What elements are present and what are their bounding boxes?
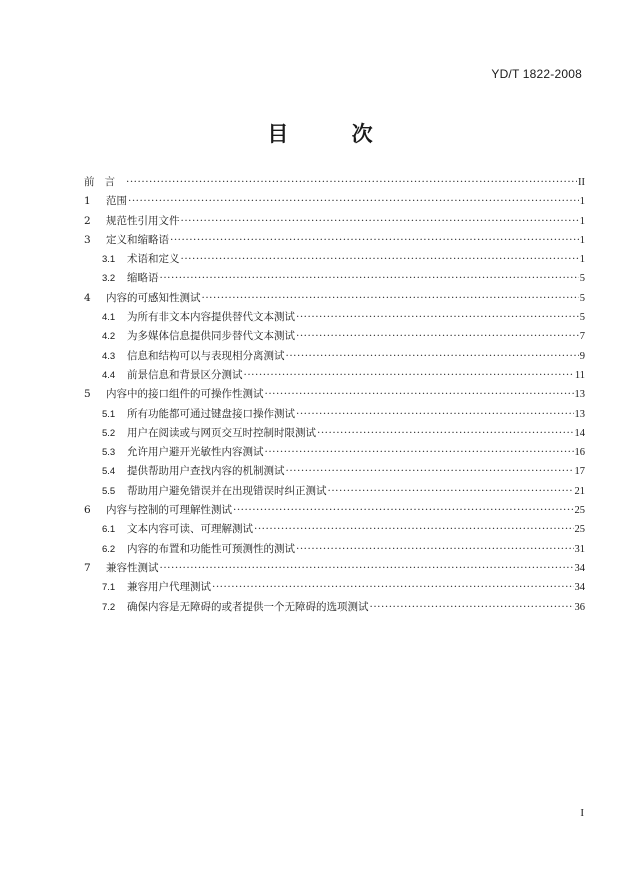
toc-entry-page: 25 xyxy=(574,505,585,517)
toc-entry[interactable] xyxy=(84,173,585,192)
toc-entry-number: 6.2 xyxy=(102,543,116,555)
toc-entry-page: 31 xyxy=(574,543,585,555)
toc-entry-title: 用户在阅读或与网页交互时控制时限测试 xyxy=(127,426,316,439)
toc-leader-dots xyxy=(202,289,579,308)
toc-entry-page: 17 xyxy=(574,466,585,478)
toc-entry-number: 6 xyxy=(84,504,91,517)
toc-entry-page: 5 xyxy=(579,273,585,285)
toc-leader-dots xyxy=(286,462,574,481)
toc-entry-title: 内容中的接口组件的可操作性测试 xyxy=(106,388,264,401)
toc-entry-page: 1 xyxy=(579,254,585,266)
toc-entry-title: 内容与控制的可理解性测试 xyxy=(106,504,232,517)
toc-entry-number: 7.2 xyxy=(102,601,116,613)
toc-entry-title: 规范性引用文件 xyxy=(106,214,180,227)
toc-entry[interactable] xyxy=(84,482,585,501)
toc-entry[interactable] xyxy=(84,231,585,250)
toc-leader-dots xyxy=(370,598,574,617)
toc-entry-number: 7 xyxy=(84,561,91,574)
toc-leader-dots xyxy=(296,540,574,559)
toc-entry-title: 帮助用户避免错误并在出现错误时纠正测试 xyxy=(127,484,327,497)
toc-leader-dots xyxy=(160,559,574,578)
toc-entry-title: 文本内容可读、可理解测试 xyxy=(127,523,253,536)
toc-entry-page: 34 xyxy=(574,562,585,574)
toc-entry-title: 缩略语 xyxy=(127,272,159,285)
toc-entry-number: 5.3 xyxy=(102,447,116,459)
toc-entry-page: 25 xyxy=(574,524,585,536)
toc-entry-number: 5.5 xyxy=(102,485,116,497)
toc-entry[interactable] xyxy=(84,250,585,269)
toc-entry[interactable] xyxy=(84,540,585,559)
toc-leader-dots xyxy=(181,250,579,269)
toc-entry-number: 5.2 xyxy=(102,427,116,439)
toc-entry-title: 术语和定义 xyxy=(127,253,180,266)
toc-entry-page: 5 xyxy=(579,312,585,324)
toc-entry-page: 1 xyxy=(579,215,585,227)
toc-leader-dots xyxy=(328,482,574,501)
toc-entry-title: 兼容性测试 xyxy=(106,561,159,574)
toc-entry[interactable] xyxy=(84,598,585,617)
toc-entry-page: 9 xyxy=(579,350,585,362)
toc-entry-number: 3.2 xyxy=(102,273,116,285)
toc-entry-title: 所有功能都可通过键盘接口操作测试 xyxy=(127,407,295,420)
page-number: I xyxy=(580,807,584,819)
toc-entry-number: 3 xyxy=(84,233,91,246)
toc-entry-title: 兼容用户代理测试 xyxy=(127,581,211,594)
toc-entry[interactable] xyxy=(84,501,585,520)
toc-leader-dots xyxy=(244,366,574,385)
toc-entry[interactable] xyxy=(84,308,585,327)
toc-entry-number: 4 xyxy=(84,291,91,304)
table-of-contents xyxy=(84,173,585,617)
toc-entry-title: 确保内容是无障碍的或者提供一个无障碍的选项测试 xyxy=(127,600,369,613)
toc-leader-dots xyxy=(265,443,574,462)
toc-leader-dots xyxy=(212,578,574,597)
toc-entry-number: 6.1 xyxy=(102,524,116,536)
toc-entry[interactable] xyxy=(84,578,585,597)
toc-leader-dots xyxy=(265,385,574,404)
toc-leader-dots xyxy=(128,192,579,211)
toc-entry-title: 前景信息和背景区分测试 xyxy=(127,368,243,381)
toc-entry-page: II xyxy=(578,177,585,188)
toc-entry-number: 4.3 xyxy=(102,350,116,362)
toc-entry-page: 36 xyxy=(574,601,585,613)
toc-entry-title: 范围 xyxy=(106,195,127,208)
toc-entry-title: 为所有非文本内容提供替代文本测试 xyxy=(127,311,295,324)
toc-entry-page: 16 xyxy=(574,447,585,459)
toc-entry-number: 4.1 xyxy=(102,312,116,324)
toc-entry[interactable] xyxy=(84,424,585,443)
toc-entry-page: 14 xyxy=(574,427,585,439)
toc-leader-dots xyxy=(160,269,579,288)
toc-entry[interactable] xyxy=(84,289,585,308)
toc-entry[interactable] xyxy=(84,559,585,578)
toc-entry[interactable] xyxy=(84,366,585,385)
toc-entry-number: 1 xyxy=(84,195,91,208)
toc-entry-title: 为多媒体信息提供同步替代文本测试 xyxy=(127,330,295,343)
toc-leader-dots xyxy=(170,231,579,250)
toc-entry-number: 2 xyxy=(84,214,91,227)
toc-leader-dots xyxy=(317,424,574,443)
toc-entry-title: 内容的可感知性测试 xyxy=(106,291,201,304)
toc-entry-page: 1 xyxy=(579,234,585,246)
toc-leader-dots xyxy=(296,327,579,346)
toc-entry-title: 信息和结构可以与表现相分离测试 xyxy=(127,349,285,362)
toc-entry-page: 7 xyxy=(579,331,585,343)
toc-entry[interactable] xyxy=(84,385,585,404)
toc-entry[interactable] xyxy=(84,192,585,211)
toc-leader-dots xyxy=(126,173,577,192)
toc-entry-number: 7.1 xyxy=(102,582,116,594)
toc-entry-title: 提供帮助用户查找内容的机制测试 xyxy=(127,465,285,478)
toc-entry[interactable] xyxy=(84,327,585,346)
toc-entry-title: 前言 xyxy=(84,176,125,188)
standard-number: YD/T 1822-2008 xyxy=(491,67,582,81)
toc-entry-page: 1 xyxy=(579,196,585,208)
toc-entry[interactable] xyxy=(84,462,585,481)
toc-entry[interactable] xyxy=(84,269,585,288)
toc-entry-number: 5.4 xyxy=(102,466,116,478)
toc-entry-page: 21 xyxy=(574,485,585,497)
toc-entry[interactable] xyxy=(84,443,585,462)
toc-entry[interactable] xyxy=(84,212,585,231)
toc-entry-page: 34 xyxy=(574,582,585,594)
page-title: 目 次 xyxy=(267,121,401,146)
toc-entry-page: 11 xyxy=(574,369,585,381)
toc-entry[interactable] xyxy=(84,405,585,424)
toc-entry-number: 5 xyxy=(84,388,91,401)
toc-entry-title: 定义和缩略语 xyxy=(106,233,169,246)
toc-entry-title: 内容的布置和功能性可预测性的测试 xyxy=(127,542,295,555)
toc-leader-dots xyxy=(286,347,579,366)
toc-entry-number: 5.1 xyxy=(102,408,116,420)
toc-entry-page: 5 xyxy=(579,292,585,304)
toc-entry[interactable] xyxy=(84,520,585,539)
toc-entry-page: 13 xyxy=(574,408,585,420)
toc-entry-number: 4.4 xyxy=(102,369,116,381)
toc-leader-dots xyxy=(296,308,579,327)
toc-entry-number: 3.1 xyxy=(102,254,116,266)
toc-entry[interactable] xyxy=(84,347,585,366)
toc-entry-number: 4.2 xyxy=(102,331,116,343)
toc-leader-dots xyxy=(181,212,579,231)
toc-leader-dots xyxy=(233,501,574,520)
toc-entry-title: 允许用户避开光敏性内容测试 xyxy=(127,446,264,459)
toc-entry-page: 13 xyxy=(574,389,585,401)
toc-leader-dots xyxy=(296,405,574,424)
toc-leader-dots xyxy=(254,520,574,539)
